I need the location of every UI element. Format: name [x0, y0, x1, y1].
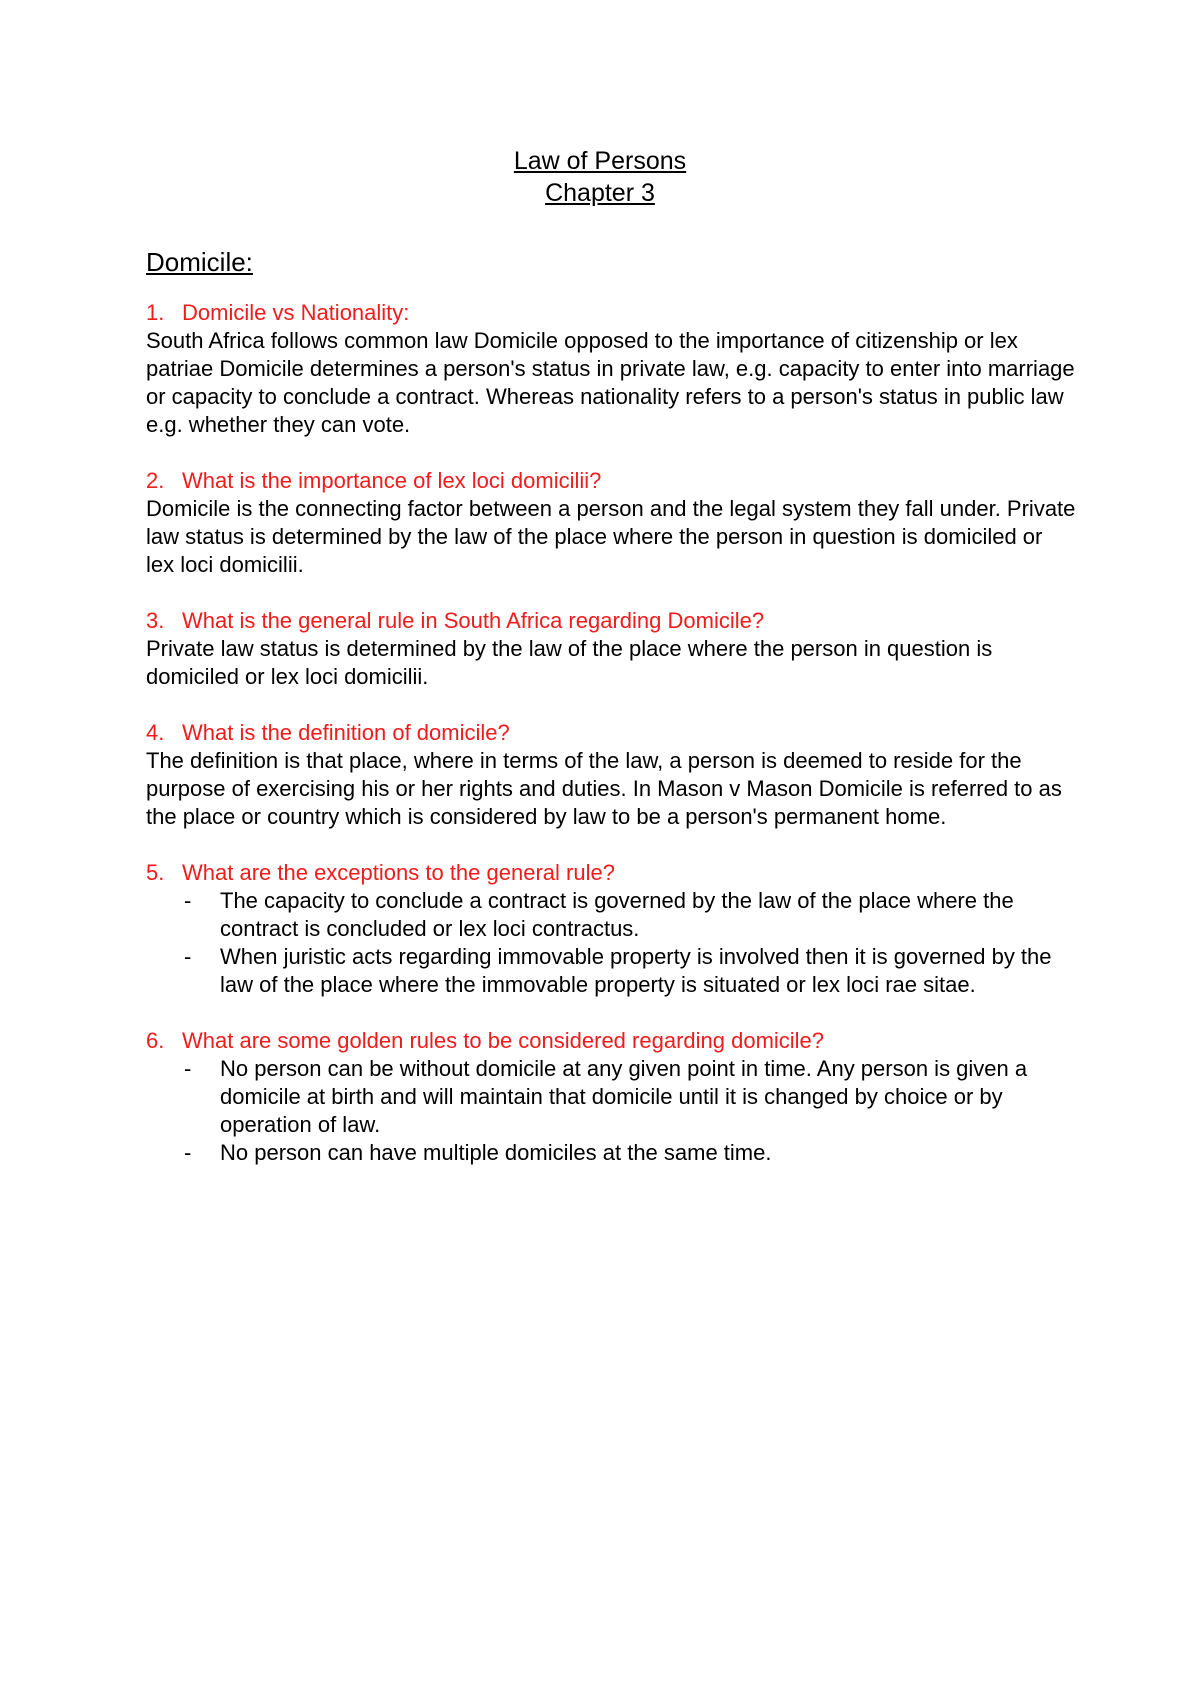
bullet-list	[146, 1055, 1076, 1167]
question-heading	[146, 1027, 1076, 1055]
bullet-text: The capacity to conclude a contract is governed by the law of the place where the contract is concluded or lex loci contractus.	[220, 888, 1014, 941]
document-title	[0, 145, 1200, 209]
question-text: What are the exceptions to the general rule?	[182, 860, 615, 885]
answer-text: The definition is that place, where in terms of the law, a person is deemed to reside for the purpose of exercising his or her rights and duties. In Mason v Mason Domicile is referred to as the place or country which is considered by law to be a person's permanent home.	[146, 748, 1062, 829]
bullet-item	[146, 1139, 1076, 1167]
question-heading	[146, 467, 1076, 495]
question-text: Domicile vs Nationality:	[182, 300, 410, 325]
bullet-text: When juristic acts regarding immovable property is involved then it is governed by the law of the place where the immovable property is situated or lex loci rae sitae.	[220, 944, 1052, 997]
question-block-1	[146, 299, 1076, 439]
question-block-3	[146, 607, 1076, 691]
bullet-dash: -	[184, 888, 192, 913]
question-text: What is the general rule in South Africa regarding Domicile?	[182, 608, 765, 633]
question-number: 3.	[146, 608, 165, 633]
bullet-text: No person can be without domicile at any given point in time. Any person is given a domicile at birth and will maintain that domicile until it is changed by choice or by operation of law.	[220, 1056, 1028, 1137]
bullet-dash: -	[184, 1140, 192, 1165]
bullet-dash: -	[184, 944, 192, 969]
question-block-4	[146, 719, 1076, 831]
question-number: 4.	[146, 720, 165, 745]
answer-text: South Africa follows common law Domicile opposed to the importance of citizenship or lex patriae Domicile determines a person's status in private law, e.g. capacity to enter into marriage or capacity to conclude a contract. Whereas nationality refers to a person's status in public law e.g. whether they can vote.	[146, 328, 1075, 437]
bullet-list	[146, 887, 1076, 999]
question-heading	[146, 719, 1076, 747]
question-heading	[146, 859, 1076, 887]
question-number: 6.	[146, 1028, 165, 1053]
bullet-text: No person can have multiple domiciles at the same time.	[220, 1140, 772, 1165]
title-chapter: Chapter 3	[545, 179, 655, 207]
bullet-dash: -	[184, 1056, 192, 1081]
question-heading	[146, 299, 1076, 327]
answer-text: Private law status is determined by the law of the place where the person in question is domiciled or lex loci domicilii.	[146, 636, 993, 689]
question-number: 1.	[146, 300, 165, 325]
question-text: What are some golden rules to be considered regarding domicile?	[182, 1028, 825, 1053]
question-block-5	[146, 859, 1076, 999]
question-block-2	[146, 467, 1076, 579]
question-block-6	[146, 1027, 1076, 1167]
question-number: 2.	[146, 468, 165, 493]
bullet-item	[146, 1055, 1076, 1139]
title-law-of-persons: Law of Persons	[513, 147, 687, 175]
section-heading: Domicile:	[146, 247, 253, 277]
question-number: 5.	[146, 860, 165, 885]
question-heading	[146, 607, 1076, 635]
question-text: What is the definition of domicile?	[182, 720, 510, 745]
bullet-item	[146, 943, 1076, 999]
answer-text: Domicile is the connecting factor between a person and the legal system they fall under. Private law status is determined by the law of the place where the person in question is domiciled or lex loci domicilii.	[146, 496, 1076, 577]
document-body	[146, 245, 1076, 1195]
bullet-item	[146, 887, 1076, 943]
question-text: What is the importance of lex loci domicilii?	[182, 468, 602, 493]
